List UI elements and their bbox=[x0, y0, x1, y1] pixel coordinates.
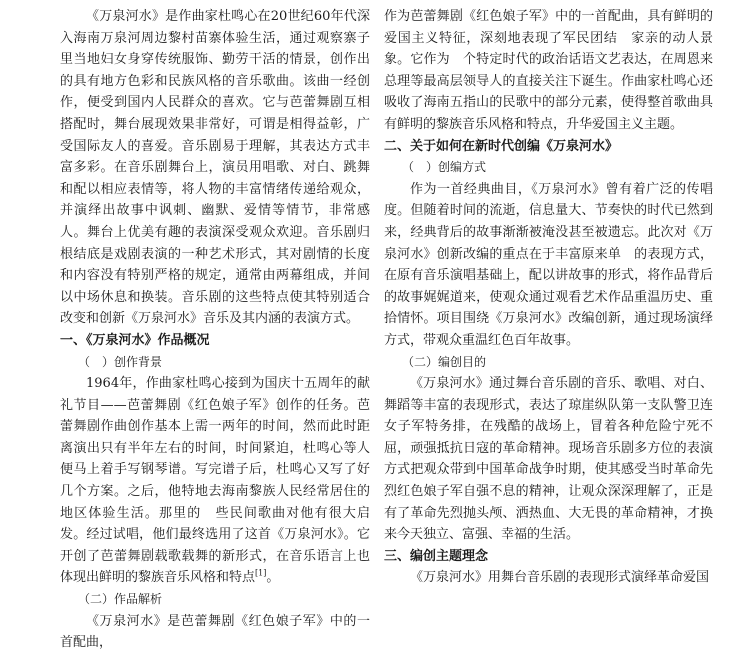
right-column bbox=[384, 6, 713, 589]
method-paragraph: 作为一首经典曲目，《万泉河水》曾有着广泛的传唱度。但随着时间的流逝，信息量大、节奏快的时代已然到来，经典背后的故事渐渐被淹没甚至被遗忘。此次对《万泉河水》创新改编的重点在于丰富原来单 的表现方式，在原有音乐演唱基础上，配以讲故事的形式，将作品背后的故事娓娓道来，使观众通过观看艺术作品重温历史、重拾情怀。项目围绕《万泉河水》改编创新，通过现场演绎方式，带观众重温红色百年故事。 bbox=[384, 181, 713, 348]
purpose-paragraph: 《万泉河水》通过舞台音乐剧的音乐、歌唱、对白、舞蹈等丰富的表现形式，表达了琼崖纵队第一支队警卫连女子军特务排，在残酷的战场上，冒着各种危险宁死不屈，顽强抵抗日寇的革命精神。现场音乐剧多方位的表演方式把观众带到中国革命战争时期，使其感受当时革命先烈红色娘子军自强不息的精神，让观众深深理解了，正是有了革命先烈抛头颅、洒热血、大无畏的革命精神，才换来今天独立、富强、幸福的生活。 bbox=[384, 376, 713, 543]
intro-paragraph: 《万泉河水》是作曲家杜鸣心在20世纪60年代深入海南万泉河周边黎村苗寨体验生活，通过观察寨子里当地妇女身穿传统服饰、勤劳干活的情景，创作出的具有地方色彩和民族风格的音乐歌曲。该曲一经创作，便受到国内人民群众的喜欢。它与芭蕾舞剧互相搭配时，舞台展现效果非常好，可谓是相得益彰，广受国际友人的喜爱。音乐剧易于理解，其表达方式丰富多彩。在音乐剧舞台上，演员用唱歌、对白、跳舞和配以相应表情等，将人物的丰富情绪传递给观众，并演绎出故事中讽刺、幽默、爱情等情节，非常感人。舞台上优美有趣的表演深受观众欢迎。音乐剧归根结底是戏剧表演的一种艺术形式，其对剧情的长度和内容没有特别严格的规定，通常由两幕组成，并间以中场休息和换装。音乐剧的这些特点使其特别适合改变和创新《万泉河水》音乐及其内涵的表演方式。 bbox=[60, 9, 370, 327]
citation-mark: [1] bbox=[255, 569, 267, 579]
background-paragraph bbox=[60, 373, 370, 589]
section-heading-3: 三、编创主题理念 bbox=[384, 548, 489, 564]
analysis-paragraph: 《万泉河水》是芭蕾舞剧《红色娘子军》中的一首配曲， bbox=[60, 613, 370, 651]
section-heading-2: 二、关于如何在新时代创编《万泉河水》 bbox=[384, 138, 619, 154]
theme-paragraph: 《万泉河水》用舞台音乐剧的表现形式演绎革命爱国 bbox=[410, 570, 710, 586]
subsection-heading-method: （ ）创编方式 bbox=[402, 160, 487, 175]
background-text: 1964年，作曲家杜鸣心接到为国庆十五周年的献礼节目——芭蕾舞剧《红色娘子军》创作的任务。芭蕾舞剧作曲创作基本上需一两年的时间，然而此时距离演出只有半年左右的时间，时间紧迫，杜鸣心等人便马上着手写钢琴谱。写完谱子后，杜鸣心又写了好几个方案。之后，他特地去海南黎族人民经常居住的地区体验生活。那里的 些民间歌曲对他有很大启发。经过试唱，他们最终选用了这首《万泉河水》。它开创了芭蕾舞剧载歌载舞的新形式，在音乐语言上也体现出鲜明的黎族音乐风格和特点 bbox=[60, 376, 370, 586]
subsection-heading-analysis: （二）作品解析 bbox=[78, 592, 163, 607]
section-heading-1: 一、《万泉河水》作品概况 bbox=[60, 332, 210, 348]
analysis-continuation: 作为芭蕾舞剧《红色娘子军》中的一首配曲，具有鲜明的爱国主义特征，深刻地表现了军民团结 家亲的动人景象。它作为 个特定时代的政治话语文艺表达，在周恩来总理等最高层领导人的直接关注下诞生。作曲家杜鸣心还吸收了海南五指山的民歌中的部分元素，使得整首歌曲具有鲜明的黎族音乐风格和特点，升华爱国主义主题。 bbox=[384, 9, 713, 132]
background-text-end: 。 bbox=[266, 570, 280, 586]
subsection-heading-background: （ ）创作背景 bbox=[78, 354, 163, 369]
subsection-heading-purpose: （二）编创目的 bbox=[402, 354, 487, 369]
left-column bbox=[60, 6, 370, 654]
